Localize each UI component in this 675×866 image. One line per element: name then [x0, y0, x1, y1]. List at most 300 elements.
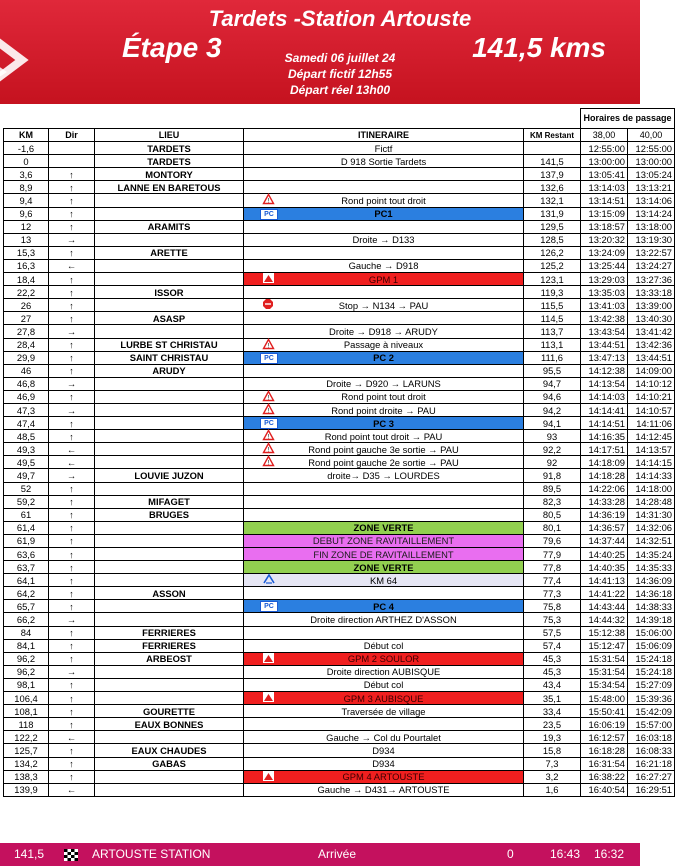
itineraire-text: Droite direction AUBISQUE	[326, 666, 441, 678]
pc-checkpoint-icon: PC	[260, 601, 278, 612]
itineraire-text: D934	[372, 744, 395, 756]
lieu-cell	[95, 574, 244, 587]
table-row	[4, 220, 675, 233]
time-38-cell: 14:14:03	[581, 390, 628, 403]
km-cell: 27,8	[4, 325, 49, 338]
table-row	[4, 312, 675, 325]
lieu-cell: LANNE EN BARETOUS	[95, 181, 244, 194]
itineraire-cell	[244, 417, 524, 430]
itineraire-text: D 918 Sortie Tardets	[340, 155, 427, 167]
km-cell: 63,6	[4, 548, 49, 561]
km-cell: 16,3	[4, 259, 49, 272]
direction-arrow-icon	[49, 142, 95, 155]
direction-arrow-icon: ←	[49, 259, 95, 272]
time-40-cell: 14:35:24	[628, 548, 675, 561]
itineraire-text: Rond point tout droit	[341, 391, 426, 403]
km-restant-cell: 94,6	[524, 390, 581, 403]
finish-lieu: ARTOUSTE STATION	[92, 847, 211, 861]
pc-checkpoint-icon: PC	[260, 209, 278, 220]
time-40-cell: 14:28:48	[628, 495, 675, 508]
time-40-cell: 13:40:30	[628, 312, 675, 325]
time-40-cell: 13:00:00	[628, 155, 675, 168]
warning-triangle-icon	[263, 430, 275, 441]
lieu-cell	[95, 482, 244, 495]
km-restant-cell: 91,8	[524, 469, 581, 482]
stage-title: Tardets -Station Artouste	[208, 6, 472, 31]
lieu-cell	[95, 600, 244, 613]
table-row	[4, 181, 675, 194]
time-38-cell: 13:20:32	[581, 233, 628, 246]
lieu-cell	[95, 207, 244, 220]
km-restant-cell: 19,3	[524, 731, 581, 744]
itineraire-cell	[244, 574, 524, 587]
km-cell: 15,3	[4, 246, 49, 259]
itineraire-cell	[244, 731, 524, 744]
lieu-cell: ASSON	[95, 587, 244, 600]
itineraire-text: PC 4	[373, 600, 394, 612]
time-38-cell: 15:34:54	[581, 678, 628, 691]
svg-text:!: !	[267, 460, 270, 467]
km-restant-cell: 132,6	[524, 181, 581, 194]
table-row	[4, 757, 675, 770]
speed2-header: 40,00	[628, 129, 675, 142]
time-38-cell: 15:12:38	[581, 626, 628, 639]
time-40-cell: 16:03:18	[628, 731, 675, 744]
lieu-cell	[95, 417, 244, 430]
table-row	[4, 521, 675, 534]
time-40-cell: 13:13:21	[628, 181, 675, 194]
time-40-cell: 14:39:18	[628, 613, 675, 626]
time-38-cell: 15:31:54	[581, 665, 628, 678]
itineraire-text: Passage à niveaux	[343, 339, 424, 351]
depart-fictif: Départ fictif 12h55	[287, 67, 393, 81]
km-cell: 125,7	[4, 744, 49, 757]
itineraire-cell	[244, 207, 524, 220]
svg-text:!: !	[267, 408, 270, 415]
itineraire-cell	[244, 155, 524, 168]
lieu-cell: ARAMITS	[95, 220, 244, 233]
table-row	[4, 548, 675, 561]
km-cell: 46,9	[4, 390, 49, 403]
km-cell: 12	[4, 220, 49, 233]
km-restant-cell: 95,5	[524, 364, 581, 377]
direction-arrow-icon: ↑	[49, 600, 95, 613]
time-38-cell: 13:42:38	[581, 312, 628, 325]
warning-triangle-icon	[263, 404, 275, 415]
table-row	[4, 534, 675, 547]
lieu-cell: BRUGES	[95, 508, 244, 521]
km-restant-cell: 45,3	[524, 652, 581, 665]
header-row-2	[4, 129, 675, 142]
time-38-cell: 13:18:57	[581, 220, 628, 233]
direction-arrow-icon: ↑	[49, 678, 95, 691]
itineraire-text: GPM 3 AUBISQUE	[343, 692, 424, 704]
time-40-cell: 14:14:33	[628, 469, 675, 482]
table-row	[4, 574, 675, 587]
lieu-cell	[95, 548, 244, 561]
time-38-cell: 13:35:03	[581, 286, 628, 299]
finish-itin: Arrivée	[318, 847, 357, 861]
km-cell: 49,3	[4, 443, 49, 456]
time-38-cell: 14:14:41	[581, 403, 628, 416]
time-40-cell: 14:35:33	[628, 561, 675, 574]
km-restant-cell: 80,5	[524, 508, 581, 521]
direction-arrow-icon: ↑	[49, 521, 95, 534]
lieu-cell	[95, 443, 244, 456]
km-cell: 96,2	[4, 652, 49, 665]
table-row	[4, 168, 675, 181]
direction-arrow-icon: ↑	[49, 548, 95, 561]
table-row	[4, 325, 675, 338]
lieu-cell: SAINT CHRISTAU	[95, 351, 244, 364]
km-cell: 118	[4, 718, 49, 731]
itineraire-text: Droite direction ARTHEZ D'ASSON	[310, 614, 457, 626]
itineraire-cell	[244, 443, 524, 456]
table-row	[4, 613, 675, 626]
itineraire-text: Rond point tout droit → PAU	[324, 430, 443, 442]
km-restant-cell: 77,3	[524, 587, 581, 600]
table-row	[4, 286, 675, 299]
time-40-cell: 13:27:36	[628, 273, 675, 286]
itineraire-cell	[244, 652, 524, 665]
lieu-cell	[95, 377, 244, 390]
km-restant-cell: 80,1	[524, 521, 581, 534]
km-cell: 3,6	[4, 168, 49, 181]
time-38-cell: 13:14:03	[581, 181, 628, 194]
lieu-cell: ASASP	[95, 312, 244, 325]
km-restant-cell: 45,3	[524, 665, 581, 678]
itineraire-cell	[244, 312, 524, 325]
itineraire-cell	[244, 495, 524, 508]
lieu-cell: ARBEOST	[95, 652, 244, 665]
itineraire-cell	[244, 469, 524, 482]
lieu-cell: MIFAGET	[95, 495, 244, 508]
itineraire-cell	[244, 783, 524, 796]
itineraire-cell	[244, 338, 524, 351]
direction-arrow-icon: →	[49, 377, 95, 390]
itineraire-text: Gauche → D918	[348, 260, 419, 272]
direction-arrow-icon: →	[49, 233, 95, 246]
time-40-cell: 14:32:51	[628, 534, 675, 547]
lieu-cell: ARUDY	[95, 364, 244, 377]
time-40-cell: 14:11:06	[628, 417, 675, 430]
km-cell: 139,9	[4, 783, 49, 796]
itineraire-cell	[244, 626, 524, 639]
time-40-cell: 14:38:33	[628, 600, 675, 613]
itineraire-cell	[244, 233, 524, 246]
km-restant-header: KM Restant	[524, 129, 581, 142]
table-row	[4, 273, 675, 286]
warning-triangle-icon	[263, 339, 275, 350]
itineraire-text: Fictf	[374, 142, 393, 154]
direction-arrow-icon: ↑	[49, 390, 95, 403]
km-cell: 48,5	[4, 430, 49, 443]
time-38-cell: 15:12:47	[581, 639, 628, 652]
direction-arrow-icon	[49, 155, 95, 168]
itineraire-text: Droite → D918 → ARUDY	[329, 325, 438, 337]
time-38-cell: 13:29:03	[581, 273, 628, 286]
km-cell: 134,2	[4, 757, 49, 770]
km-restant-cell: 111,6	[524, 351, 581, 364]
time-40-cell: 15:27:09	[628, 678, 675, 691]
direction-arrow-icon: ↑	[49, 246, 95, 259]
km-restant-cell: 23,5	[524, 718, 581, 731]
itineraire-cell	[244, 705, 524, 718]
itineraire-cell	[244, 377, 524, 390]
km-restant-cell: 77,4	[524, 574, 581, 587]
time-40-cell: 15:57:00	[628, 718, 675, 731]
lieu-cell: ARETTE	[95, 246, 244, 259]
table-row	[4, 639, 675, 652]
direction-arrow-icon: ↑	[49, 508, 95, 521]
time-40-cell: 13:18:00	[628, 220, 675, 233]
itineraire-cell	[244, 259, 524, 272]
time-38-cell: 14:16:35	[581, 430, 628, 443]
km-cell: 138,3	[4, 770, 49, 783]
itineraire-text: Début col	[363, 679, 404, 691]
time-38-cell: 14:43:44	[581, 600, 628, 613]
km-restant-cell: 128,5	[524, 233, 581, 246]
table-row	[4, 678, 675, 691]
itineraire-cell	[244, 364, 524, 377]
itineraire-cell	[244, 390, 524, 403]
table-row	[4, 246, 675, 259]
time-38-cell: 13:05:41	[581, 168, 628, 181]
time-38-cell: 14:44:32	[581, 613, 628, 626]
km-cell: 96,2	[4, 665, 49, 678]
time-38-cell: 14:13:54	[581, 377, 628, 390]
direction-arrow-icon: →	[49, 403, 95, 416]
km-restant-cell: 123,1	[524, 273, 581, 286]
lieu-cell	[95, 390, 244, 403]
time-38-cell: 16:18:28	[581, 744, 628, 757]
table-row	[4, 718, 675, 731]
table-row	[4, 783, 675, 796]
warning-triangle-icon	[263, 194, 275, 205]
itineraire-text: GPM 4 ARTOUSTE	[342, 771, 425, 783]
km-restant-cell: 131,9	[524, 207, 581, 220]
itineraire-cell	[244, 430, 524, 443]
km-restant-cell: 43,4	[524, 678, 581, 691]
time-38-cell: 14:14:51	[581, 417, 628, 430]
km-cell: 108,1	[4, 705, 49, 718]
itineraire-cell	[244, 168, 524, 181]
direction-arrow-icon: →	[49, 469, 95, 482]
itineraire-cell	[244, 639, 524, 652]
table-row	[4, 587, 675, 600]
itinerary-table	[3, 108, 675, 797]
km-cell: 9,6	[4, 207, 49, 220]
table-row	[4, 142, 675, 155]
time-40-cell: 13:41:42	[628, 325, 675, 338]
itineraire-text: Gauche → D431→ ARTOUSTE	[317, 784, 450, 796]
svg-text:!: !	[267, 395, 270, 402]
time-38-cell: 14:40:25	[581, 548, 628, 561]
direction-arrow-icon: ↑	[49, 482, 95, 495]
time-40-cell: 13:33:18	[628, 286, 675, 299]
speed1-header: 38,00	[581, 129, 628, 142]
itineraire-cell	[244, 548, 524, 561]
table-row	[4, 351, 675, 364]
itineraire-text: droite→ D35 → LOURDES	[327, 469, 440, 481]
time-38-cell: 13:41:03	[581, 299, 628, 312]
km-cell: 0	[4, 155, 49, 168]
itineraire-cell	[244, 142, 524, 155]
time-38-cell: 15:48:00	[581, 692, 628, 705]
km-cell: 28,4	[4, 338, 49, 351]
warning-triangle-icon	[263, 456, 275, 467]
itineraire-cell	[244, 325, 524, 338]
time-38-cell: 14:12:38	[581, 364, 628, 377]
km-cell: 61,4	[4, 521, 49, 534]
table-row	[4, 469, 675, 482]
direction-arrow-icon: →	[49, 325, 95, 338]
time-40-cell: 15:39:36	[628, 692, 675, 705]
direction-arrow-icon: ↑	[49, 286, 95, 299]
km-restant-cell: 77,8	[524, 561, 581, 574]
itineraire-cell	[244, 521, 524, 534]
time-38-cell: 15:31:54	[581, 652, 628, 665]
dir-header: Dir	[49, 129, 95, 142]
lieu-cell: MONTORY	[95, 168, 244, 181]
km-restant-cell	[524, 142, 581, 155]
lieu-cell	[95, 521, 244, 534]
time-38-cell: 13:15:09	[581, 207, 628, 220]
time-40-cell: 13:42:36	[628, 338, 675, 351]
time-40-cell: 14:12:45	[628, 430, 675, 443]
km-cell: 66,2	[4, 613, 49, 626]
direction-arrow-icon: ↑	[49, 587, 95, 600]
time-40-cell: 13:39:00	[628, 299, 675, 312]
table-row	[4, 233, 675, 246]
itineraire-text: KM 64	[369, 574, 398, 586]
km-cell: 52	[4, 482, 49, 495]
time-38-cell: 16:06:19	[581, 718, 628, 731]
table-row	[4, 417, 675, 430]
lieu-cell	[95, 194, 244, 207]
itineraire-text: PC1	[374, 208, 393, 220]
km-restant-cell: 82,3	[524, 495, 581, 508]
km-restant-cell: 77,9	[524, 548, 581, 561]
table-row	[4, 665, 675, 678]
stage-info	[0, 50, 640, 98]
itineraire-text: PC 2	[373, 352, 394, 364]
km-cell: 49,7	[4, 469, 49, 482]
time-40-cell: 13:05:24	[628, 168, 675, 181]
km-restant-cell: 33,4	[524, 705, 581, 718]
warning-triangle-icon	[263, 443, 275, 454]
table-row	[4, 194, 675, 207]
itineraire-text: FIN ZONE DE RAVITAILLEMENT	[313, 548, 454, 560]
lieu-cell: LOUVIE JUZON	[95, 469, 244, 482]
km-restant-cell: 57,4	[524, 639, 581, 652]
time-38-cell: 13:44:51	[581, 338, 628, 351]
direction-arrow-icon: ↑	[49, 194, 95, 207]
km-cell: 27	[4, 312, 49, 325]
itineraire-cell	[244, 351, 524, 364]
km-restant-cell: 79,6	[524, 534, 581, 547]
km-cell: 8,9	[4, 181, 49, 194]
time-40-cell: 14:18:00	[628, 482, 675, 495]
warning-triangle-icon	[263, 391, 275, 402]
direction-arrow-icon: ↑	[49, 299, 95, 312]
mountain-climb-icon	[263, 692, 275, 703]
table-row	[4, 744, 675, 757]
direction-arrow-icon: ↑	[49, 561, 95, 574]
lieu-cell	[95, 692, 244, 705]
time-38-cell: 14:18:28	[581, 469, 628, 482]
table-row	[4, 338, 675, 351]
km-restant-cell: 113,7	[524, 325, 581, 338]
mountain-climb-icon	[263, 771, 275, 782]
itineraire-text: Rond point tout droit	[341, 195, 426, 207]
time-38-cell: 14:22:06	[581, 482, 628, 495]
km-restant-cell: 94,7	[524, 377, 581, 390]
direction-arrow-icon: ↑	[49, 718, 95, 731]
itineraire-cell	[244, 181, 524, 194]
time-38-cell: 12:55:00	[581, 142, 628, 155]
time-38-cell: 15:50:41	[581, 705, 628, 718]
km-restant-cell: 92,2	[524, 443, 581, 456]
time-40-cell: 13:19:30	[628, 233, 675, 246]
lieu-cell	[95, 770, 244, 783]
direction-arrow-icon: ↑	[49, 626, 95, 639]
itineraire-cell	[244, 482, 524, 495]
itineraire-cell	[244, 770, 524, 783]
time-38-cell: 13:14:51	[581, 194, 628, 207]
km-cell: 84,1	[4, 639, 49, 652]
direction-arrow-icon: ↑	[49, 534, 95, 547]
itineraire-text: Droite → D133	[352, 234, 415, 246]
lieu-cell	[95, 783, 244, 796]
time-38-cell: 16:12:57	[581, 731, 628, 744]
km-restant-cell: 132,1	[524, 194, 581, 207]
itineraire-cell	[244, 246, 524, 259]
finish-km: 141,5	[14, 847, 45, 861]
km-restant-cell: 114,5	[524, 312, 581, 325]
stage-banner	[0, 0, 640, 104]
km-restant-cell: 35,1	[524, 692, 581, 705]
time-38-cell: 13:43:54	[581, 325, 628, 338]
lieu-cell	[95, 678, 244, 691]
direction-arrow-icon: ←	[49, 456, 95, 469]
depart-reel: Départ réel 13h00	[289, 83, 391, 97]
time-40-cell: 15:06:09	[628, 639, 675, 652]
itineraire-cell	[244, 665, 524, 678]
km-cell: 9,4	[4, 194, 49, 207]
time-38-cell: 13:47:13	[581, 351, 628, 364]
finish-time1: 16:43	[550, 847, 581, 861]
direction-arrow-icon: ↑	[49, 338, 95, 351]
km-header: KM	[4, 129, 49, 142]
km-restant-cell: 3,2	[524, 770, 581, 783]
itineraire-cell	[244, 600, 524, 613]
time-40-cell: 16:21:18	[628, 757, 675, 770]
direction-arrow-icon: ↑	[49, 639, 95, 652]
time-40-cell: 15:24:18	[628, 652, 675, 665]
time-38-cell: 16:40:54	[581, 783, 628, 796]
stage-date: Samedi 06 juillet 24	[284, 51, 396, 65]
lieu-cell: EAUX CHAUDES	[95, 744, 244, 757]
svg-text:!: !	[267, 434, 270, 441]
finish-bar	[0, 843, 640, 866]
itineraire-cell	[244, 286, 524, 299]
lieu-cell: TARDETS	[95, 155, 244, 168]
table-row	[4, 495, 675, 508]
km-cell: 106,4	[4, 692, 49, 705]
km-cell: 98,1	[4, 678, 49, 691]
direction-arrow-icon: ↑	[49, 168, 95, 181]
